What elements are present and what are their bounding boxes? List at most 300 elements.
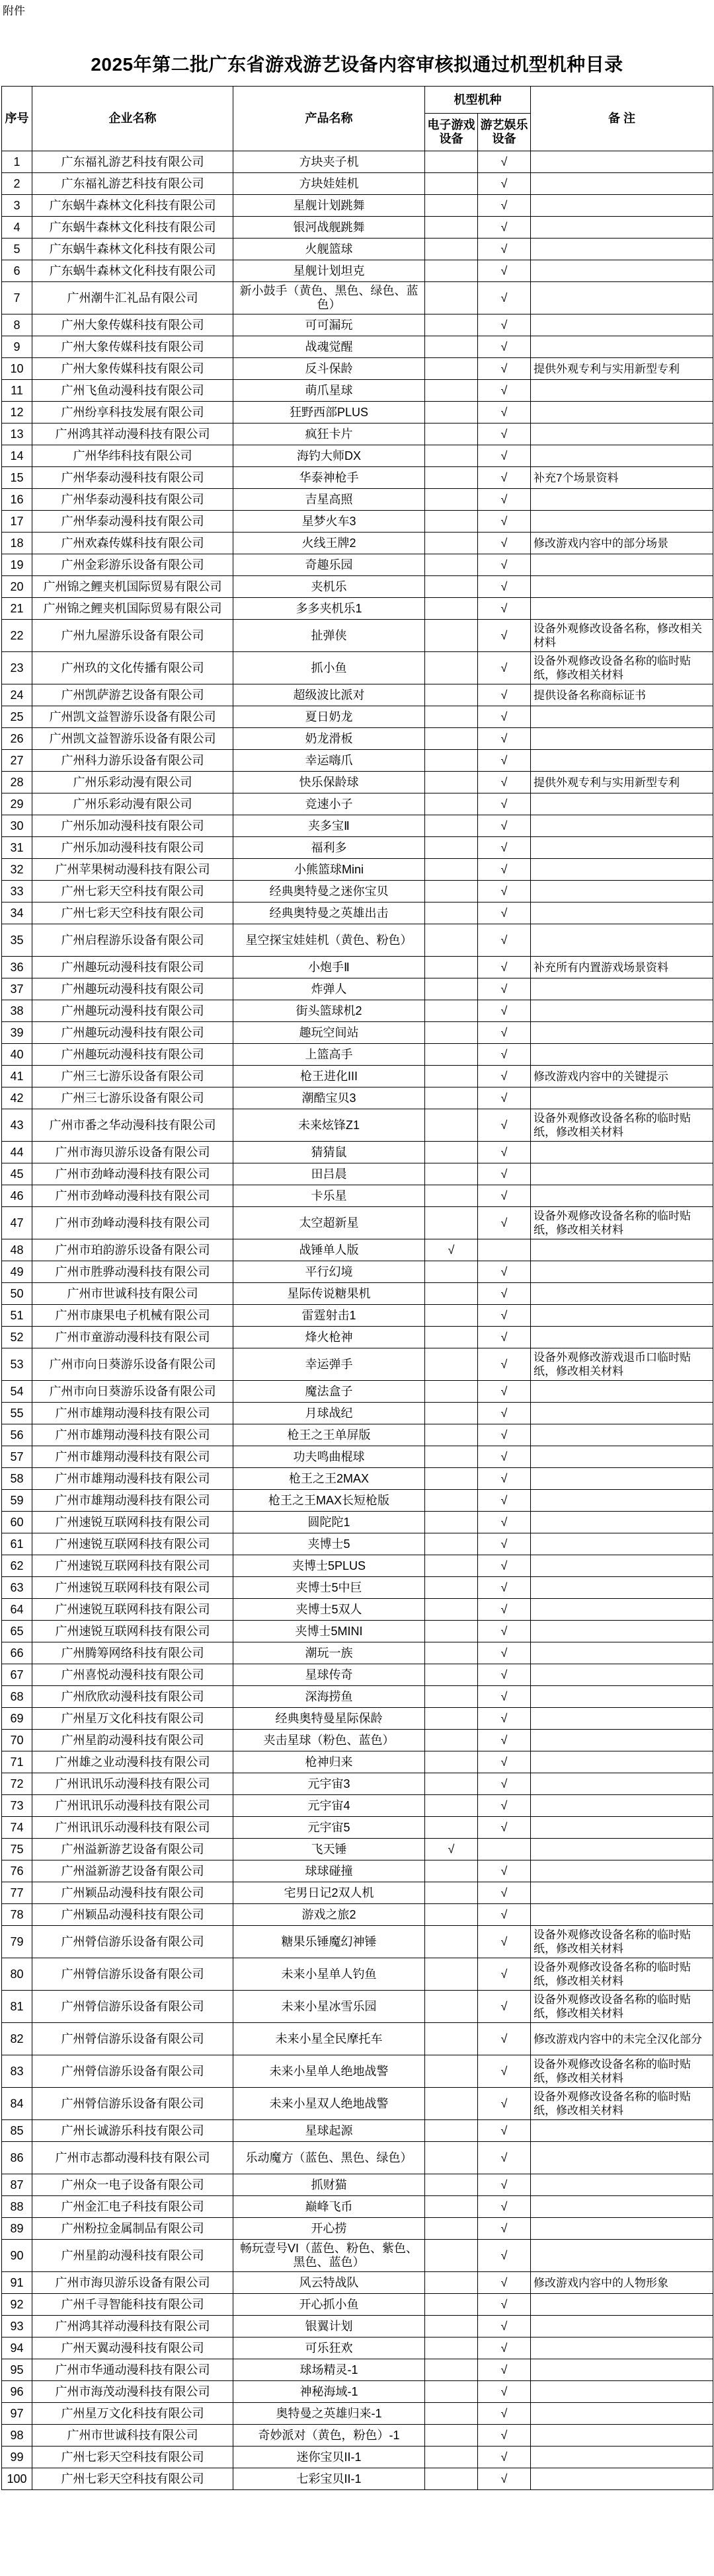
- remark: [531, 2316, 713, 2337]
- electronic-check: [425, 1991, 478, 2023]
- product-name: 奇妙派对（黄色，粉色）-1: [233, 2425, 425, 2447]
- electronic-check: [425, 1468, 478, 1490]
- amusement-check: √: [478, 1773, 531, 1795]
- company-name: 广州膋信游乐设备有限公司: [32, 1991, 233, 2023]
- table-row: [2, 2337, 713, 2359]
- amusement-check: √: [478, 1795, 531, 1817]
- product-name: 奇趣乐园: [233, 554, 425, 576]
- amusement-check: √: [478, 1261, 531, 1283]
- table-row: [2, 772, 713, 793]
- electronic-check: [425, 380, 478, 402]
- remark: [531, 1555, 713, 1577]
- electronic-check: [425, 1555, 478, 1577]
- amusement-check: √: [478, 445, 531, 467]
- row-number: 21: [2, 598, 32, 620]
- remark: [531, 1512, 713, 1533]
- table-row: [2, 1664, 713, 1686]
- product-name: 夹击星球（粉色、蓝色）: [233, 1730, 425, 1751]
- amusement-check: √: [478, 2294, 531, 2316]
- product-name: 可乐狂欢: [233, 2337, 425, 2359]
- company-name: 广州粉拉金属制品有限公司: [32, 2218, 233, 2240]
- table-row: [2, 2403, 713, 2425]
- electronic-check: [425, 1599, 478, 1621]
- product-name: 星舰计划坦克: [233, 260, 425, 282]
- row-number: 10: [2, 358, 32, 380]
- product-name: 萌爪星球: [233, 380, 425, 402]
- remark: [531, 1621, 713, 1642]
- row-number: 9: [2, 336, 32, 358]
- product-name: 开心抓小鱼: [233, 2294, 425, 2316]
- remark: [531, 173, 713, 195]
- electronic-check: [425, 2272, 478, 2294]
- table-row: [2, 511, 713, 533]
- company-name: 广州锦之鲤夹机国际贸易有限公司: [32, 576, 233, 598]
- table-row: [2, 924, 713, 957]
- amusement-check: √: [478, 511, 531, 533]
- table-row: [2, 2359, 713, 2381]
- product-name: 迷你宝贝II-1: [233, 2447, 425, 2468]
- product-name: 月球战纪: [233, 1403, 425, 1424]
- table-row: [2, 684, 713, 706]
- electronic-check: [425, 1751, 478, 1773]
- company-name: 广州速锐互联网科技有限公司: [32, 1577, 233, 1599]
- table-row: [2, 1381, 713, 1403]
- product-name: 战魂觉醒: [233, 336, 425, 358]
- remark: [531, 1424, 713, 1446]
- remark: [531, 1468, 713, 1490]
- row-number: 43: [2, 1109, 32, 1142]
- electronic-check: √: [425, 1239, 478, 1261]
- amusement-check: √: [478, 1087, 531, 1109]
- amusement-check: √: [478, 1904, 531, 1926]
- company-name: 广州凯萨游艺设备有限公司: [32, 684, 233, 706]
- row-number: 38: [2, 1000, 32, 1022]
- table-row: [2, 358, 713, 380]
- row-number: 66: [2, 1642, 32, 1664]
- table-row: [2, 1283, 713, 1305]
- electronic-check: [425, 1904, 478, 1926]
- table-row: [2, 260, 713, 282]
- electronic-check: [425, 423, 478, 445]
- amusement-check: √: [478, 1730, 531, 1751]
- remark: [531, 1261, 713, 1283]
- amusement-check: √: [478, 1860, 531, 1882]
- amusement-check: √: [478, 1708, 531, 1730]
- electronic-check: [425, 902, 478, 924]
- company-name: 广州趣玩动漫科技有限公司: [32, 978, 233, 1000]
- row-number: 31: [2, 837, 32, 859]
- remark: [531, 728, 713, 750]
- company-name: 广州欣欣动漫科技有限公司: [32, 1686, 233, 1708]
- product-name: 快乐保龄球: [233, 772, 425, 793]
- product-name: 猜猜鼠: [233, 1142, 425, 1163]
- table-row: [2, 1207, 713, 1239]
- row-number: 51: [2, 1305, 32, 1327]
- row-number: 25: [2, 706, 32, 728]
- amusement-check: √: [478, 1512, 531, 1533]
- electronic-check: [425, 2120, 478, 2142]
- product-name: 畅玩壹号VI（蓝色、粉色、紫色、黑色、蓝色）: [233, 2240, 425, 2272]
- company-name: 广州市劲峰动漫科技有限公司: [32, 1207, 233, 1239]
- company-name: 广州大象传媒科技有限公司: [32, 358, 233, 380]
- electronic-check: [425, 1087, 478, 1109]
- electronic-check: [425, 978, 478, 1000]
- remark: [531, 336, 713, 358]
- table-row: [2, 1490, 713, 1512]
- company-name: 广州市世诚科技有限公司: [32, 1283, 233, 1305]
- table-row: [2, 1642, 713, 1664]
- company-name: 广州讯讯乐动漫科技有限公司: [32, 1773, 233, 1795]
- remark: [531, 2142, 713, 2174]
- amusement-check: √: [478, 2196, 531, 2218]
- product-name: 未来小星全民摩托车: [233, 2023, 425, 2055]
- row-number: 57: [2, 1446, 32, 1468]
- table-row: [2, 1991, 713, 2023]
- electronic-check: [425, 1577, 478, 1599]
- electronic-check: [425, 336, 478, 358]
- product-name: 潮酷宝贝3: [233, 1087, 425, 1109]
- electronic-check: [425, 2240, 478, 2272]
- company-name: 广州启程游乐设备有限公司: [32, 924, 233, 957]
- remark: [531, 1751, 713, 1773]
- product-name: 经典奥特曼之迷你宝贝: [233, 881, 425, 902]
- amusement-check: √: [478, 1305, 531, 1327]
- product-name: 星梦火车3: [233, 511, 425, 533]
- remark: [531, 2359, 713, 2381]
- product-name: 福利多: [233, 837, 425, 859]
- table-row: [2, 1163, 713, 1185]
- row-number: 64: [2, 1599, 32, 1621]
- table-row: [2, 533, 713, 554]
- electronic-check: [425, 1424, 478, 1446]
- table-body: [2, 151, 713, 2490]
- amusement-check: √: [478, 1490, 531, 1512]
- table-row: [2, 1817, 713, 1839]
- amusement-check: √: [478, 489, 531, 511]
- row-number: 52: [2, 1327, 32, 1348]
- table-row: [2, 598, 713, 620]
- company-name: 广州金彩游乐设备有限公司: [32, 554, 233, 576]
- company-name: 广州华泰动漫科技有限公司: [32, 467, 233, 489]
- row-number: 95: [2, 2359, 32, 2381]
- table-row: [2, 380, 713, 402]
- remark: [531, 1839, 713, 1860]
- table-row: [2, 2055, 713, 2088]
- electronic-check: [425, 402, 478, 423]
- product-name: 深海捞鱼: [233, 1686, 425, 1708]
- row-number: 32: [2, 859, 32, 881]
- table-row: [2, 2447, 713, 2468]
- remark: [531, 924, 713, 957]
- amusement-check: √: [478, 1348, 531, 1381]
- remark: [531, 554, 713, 576]
- remark: [531, 881, 713, 902]
- row-number: 56: [2, 1424, 32, 1446]
- electronic-check: [425, 1066, 478, 1087]
- company-name: 广州喜悦动漫科技有限公司: [32, 1664, 233, 1686]
- row-number: 19: [2, 554, 32, 576]
- amusement-check: √: [478, 2142, 531, 2174]
- amusement-check: √: [478, 881, 531, 902]
- product-name: 太空超新星: [233, 1207, 425, 1239]
- electronic-check: [425, 554, 478, 576]
- remark: [531, 598, 713, 620]
- electronic-check: [425, 1686, 478, 1708]
- remark: [531, 1305, 713, 1327]
- amusement-check: √: [478, 2272, 531, 2294]
- row-number: 79: [2, 1926, 32, 1958]
- remark: [531, 2381, 713, 2403]
- company-name: 广州鸿其祥动漫科技有限公司: [32, 423, 233, 445]
- electronic-check: [425, 217, 478, 239]
- remark: [531, 902, 713, 924]
- product-name: 华泰神枪手: [233, 467, 425, 489]
- company-name: 广州膋信游乐设备有限公司: [32, 1958, 233, 1991]
- row-number: 78: [2, 1904, 32, 1926]
- remark: [531, 1817, 713, 1839]
- remark: [531, 1642, 713, 1664]
- remark: 设备外观修改游戏退币口临时贴纸，修改相关材料: [531, 1348, 713, 1381]
- remark: [531, 576, 713, 598]
- table-row: [2, 2240, 713, 2272]
- electronic-check: √: [425, 1839, 478, 1860]
- amusement-check: √: [478, 1664, 531, 1686]
- remark: 设备外观修改设备名称的临时贴纸，修改相关材料: [531, 2055, 713, 2088]
- product-name: 烽火枪神: [233, 1327, 425, 1348]
- product-name: 可可漏玩: [233, 314, 425, 336]
- amusement-check: √: [478, 2403, 531, 2425]
- table-row: [2, 1730, 713, 1751]
- row-number: 20: [2, 576, 32, 598]
- company-name: 广州华泰动漫科技有限公司: [32, 489, 233, 511]
- electronic-check: [425, 239, 478, 260]
- remark: [531, 1577, 713, 1599]
- product-name: 未来小星单人钓鱼: [233, 1958, 425, 1991]
- product-name: 卡乐星: [233, 1185, 425, 1207]
- product-name: 七彩宝贝II-1: [233, 2468, 425, 2490]
- product-name: 幸运弹手: [233, 1348, 425, 1381]
- product-name: 抓财猫: [233, 2174, 425, 2196]
- electronic-check: [425, 881, 478, 902]
- electronic-check: [425, 282, 478, 314]
- row-number: 85: [2, 2120, 32, 2142]
- company-name: 广州华纬科技有限公司: [32, 445, 233, 467]
- product-name: 枪王之王MAX长短枪版: [233, 1490, 425, 1512]
- row-number: 60: [2, 1512, 32, 1533]
- electronic-check: [425, 2337, 478, 2359]
- row-number: 46: [2, 1185, 32, 1207]
- remark: 补充所有内置游戏场景资料: [531, 957, 713, 978]
- company-name: 广州市向日葵游乐设备有限公司: [32, 1381, 233, 1403]
- product-name: 开心捞: [233, 2218, 425, 2240]
- table-row: [2, 2425, 713, 2447]
- electronic-check: [425, 2055, 478, 2088]
- amusement-check: √: [478, 239, 531, 260]
- electronic-check: [425, 173, 478, 195]
- amusement-check: √: [478, 1577, 531, 1599]
- table-row: [2, 282, 713, 314]
- electronic-check: [425, 195, 478, 217]
- electronic-check: [425, 706, 478, 728]
- attachment-label: 附件: [3, 5, 25, 17]
- product-name: 未来小星冰雪乐园: [233, 1991, 425, 2023]
- company-name: 广州溢新游艺设备有限公司: [32, 1860, 233, 1882]
- amusement-check: √: [478, 2447, 531, 2468]
- electronic-check: [425, 2088, 478, 2120]
- row-number: 37: [2, 978, 32, 1000]
- electronic-check: [425, 815, 478, 837]
- row-number: 18: [2, 533, 32, 554]
- table-row: [2, 489, 713, 511]
- table-row: [2, 2174, 713, 2196]
- electronic-check: [425, 1163, 478, 1185]
- amusement-check: √: [478, 815, 531, 837]
- remark: [531, 1882, 713, 1904]
- row-number: 67: [2, 1664, 32, 1686]
- row-number: 12: [2, 402, 32, 423]
- table-row: [2, 1577, 713, 1599]
- amusement-check: √: [478, 1882, 531, 1904]
- row-number: 62: [2, 1555, 32, 1577]
- amusement-check: √: [478, 2023, 531, 2055]
- electronic-check: [425, 2425, 478, 2447]
- row-number: 80: [2, 1958, 32, 1991]
- remark: [531, 2468, 713, 2490]
- row-number: 100: [2, 2468, 32, 2490]
- row-number: 30: [2, 815, 32, 837]
- amusement-check: √: [478, 1142, 531, 1163]
- remark: [531, 793, 713, 815]
- company-name: 广州乐彩动漫有限公司: [32, 793, 233, 815]
- product-name: 奶龙滑板: [233, 728, 425, 750]
- product-name: 元宇宙3: [233, 1773, 425, 1795]
- remark: [531, 1686, 713, 1708]
- remark: [531, 2240, 713, 2272]
- table-row: [2, 1348, 713, 1381]
- company-name: 广州大象传媒科技有限公司: [32, 336, 233, 358]
- header-company: 企业名称: [32, 87, 233, 151]
- electronic-check: [425, 1348, 478, 1381]
- row-number: 75: [2, 1839, 32, 1860]
- amusement-check: √: [478, 859, 531, 881]
- remark: 设备外观修改设备名称的临时贴纸，修改相关材料: [531, 652, 713, 684]
- electronic-check: [425, 728, 478, 750]
- remark: [531, 380, 713, 402]
- row-number: 17: [2, 511, 32, 533]
- electronic-check: [425, 2196, 478, 2218]
- table-row: [2, 1839, 713, 1860]
- machine-list-table: [1, 86, 713, 2490]
- company-name: 广州鸿其祥动漫科技有限公司: [32, 2316, 233, 2337]
- amusement-check: √: [478, 957, 531, 978]
- product-name: 夹博士5PLUS: [233, 1555, 425, 1577]
- product-name: 球球碰撞: [233, 1860, 425, 1882]
- row-number: 29: [2, 793, 32, 815]
- remark: [531, 2337, 713, 2359]
- remark: [531, 1730, 713, 1751]
- company-name: 广州市雄翔动漫科技有限公司: [32, 1468, 233, 1490]
- amusement-check: √: [478, 1044, 531, 1066]
- amusement-check: √: [478, 554, 531, 576]
- company-name: 广东蜗牛森林文化科技有限公司: [32, 195, 233, 217]
- product-name: 小炮手Ⅱ: [233, 957, 425, 978]
- remark: [531, 1022, 713, 1044]
- product-name: 扯弹侠: [233, 620, 425, 652]
- table-row: [2, 1022, 713, 1044]
- amusement-check: √: [478, 2240, 531, 2272]
- amusement-check: √: [478, 173, 531, 195]
- remark: [531, 445, 713, 467]
- company-name: 广州市雄翔动漫科技有限公司: [32, 1490, 233, 1512]
- remark: [531, 1904, 713, 1926]
- remark: [531, 2294, 713, 2316]
- company-name: 广州市雄翔动漫科技有限公司: [32, 1403, 233, 1424]
- remark: [531, 1708, 713, 1730]
- table-row: [2, 1708, 713, 1730]
- electronic-check: [425, 772, 478, 793]
- row-number: 36: [2, 957, 32, 978]
- table-row: [2, 1327, 713, 1348]
- company-name: 广州颖品动漫科技有限公司: [32, 1904, 233, 1926]
- amusement-check: √: [478, 217, 531, 239]
- table-row: [2, 706, 713, 728]
- row-number: 44: [2, 1142, 32, 1163]
- company-name: 广州众一电子设备有限公司: [32, 2174, 233, 2196]
- product-name: 宅男日记2双人机: [233, 1882, 425, 1904]
- product-name: 银翼计划: [233, 2316, 425, 2337]
- table-row: [2, 467, 713, 489]
- remark: [531, 2403, 713, 2425]
- company-name: 广州溢新游艺设备有限公司: [32, 1839, 233, 1860]
- company-name: 广州趣玩动漫科技有限公司: [32, 1022, 233, 1044]
- table-row: [2, 1686, 713, 1708]
- row-number: 72: [2, 1773, 32, 1795]
- table-row: [2, 2294, 713, 2316]
- electronic-check: [425, 652, 478, 684]
- electronic-check: [425, 489, 478, 511]
- electronic-check: [425, 2447, 478, 2468]
- amusement-check: √: [478, 2055, 531, 2088]
- product-name: 夹博士5双人: [233, 1599, 425, 1621]
- product-name: 夹博士5: [233, 1533, 425, 1555]
- table-row: [2, 750, 713, 772]
- table-row: [2, 902, 713, 924]
- electronic-check: [425, 314, 478, 336]
- product-name: 海钓大师DX: [233, 445, 425, 467]
- remark: [531, 1795, 713, 1817]
- electronic-check: [425, 1882, 478, 1904]
- table-row: [2, 1468, 713, 1490]
- company-name: 广州市海贝游乐设备有限公司: [32, 2272, 233, 2294]
- table-row: [2, 1239, 713, 1261]
- row-number: 69: [2, 1708, 32, 1730]
- amusement-check: √: [478, 1555, 531, 1577]
- remark: [531, 1533, 713, 1555]
- row-number: 61: [2, 1533, 32, 1555]
- electronic-check: [425, 1305, 478, 1327]
- row-number: 3: [2, 195, 32, 217]
- electronic-check: [425, 2468, 478, 2490]
- amusement-check: √: [478, 652, 531, 684]
- electronic-check: [425, 2142, 478, 2174]
- table-row: [2, 1904, 713, 1926]
- electronic-check: [425, 837, 478, 859]
- table-row: [2, 1403, 713, 1424]
- company-name: 广州腾筹网络科技有限公司: [32, 1642, 233, 1664]
- product-name: 幸运嗨爪: [233, 750, 425, 772]
- remark: [531, 2218, 713, 2240]
- company-name: 广东福礼游艺科技有限公司: [32, 173, 233, 195]
